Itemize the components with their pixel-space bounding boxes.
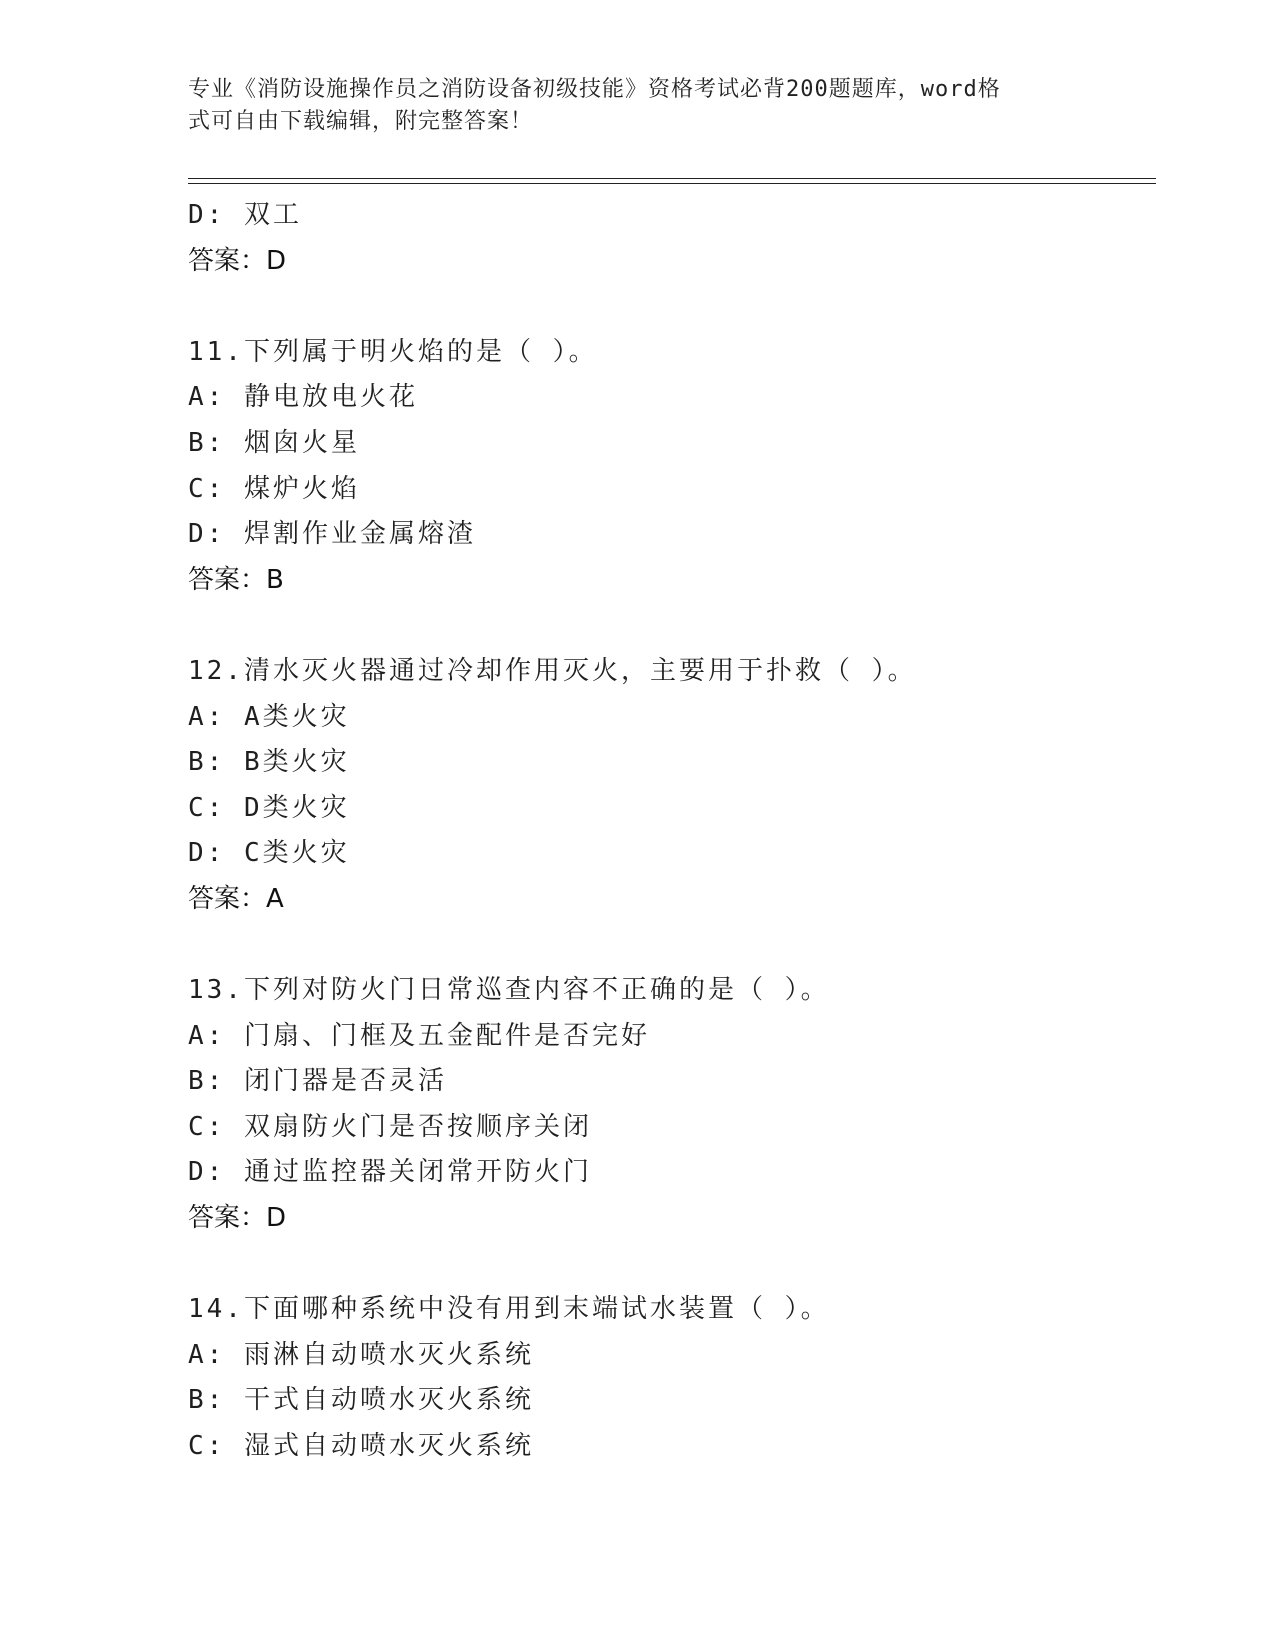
option-text: C: 湿式自动喷水灭火系统 (188, 1431, 534, 1462)
question-stem: 11.下列属于明火焰的是（ ）。 (188, 336, 598, 367)
option-text: A: 雨淋自动喷水灭火系统 (188, 1339, 534, 1370)
option-text: A: 门扇、门框及五金配件是否完好 (188, 1020, 650, 1051)
spacer (188, 1242, 1148, 1288)
option-text: D: 通过监控器关闭常开防火门 (188, 1157, 592, 1188)
header-line-2: 式可自由下载编辑，附完整答案！ (188, 109, 534, 134)
answer-text: 答案：B (188, 564, 284, 595)
spacer (188, 923, 1148, 969)
option-text: B: 闭门器是否灵活 (188, 1066, 447, 1097)
header-divider-top (188, 178, 1156, 179)
option-text: C: 煤炉火焰 (188, 473, 360, 504)
question-stem: 14.下面哪种系统中没有用到末端试水装置（ ）。 (188, 1294, 830, 1325)
option-text: D: C类火灾 (188, 838, 350, 869)
option-text: B: 干式自动喷水灭火系统 (188, 1385, 534, 1416)
answer-text: 答案：D (188, 245, 287, 276)
spacer (188, 284, 1148, 330)
spacer (188, 603, 1148, 649)
option-text: D: 双工 (188, 200, 302, 230)
question-list (188, 193, 1148, 1470)
option-text: A: 静电放电火花 (188, 382, 418, 413)
answer-text: 答案：A (188, 883, 284, 914)
option-text: B: 烟囱火星 (188, 427, 360, 458)
option-text: B: B类火灾 (188, 747, 350, 778)
option-text: C: 双扇防火门是否按顺序关闭 (188, 1111, 592, 1142)
option-text: A: A类火灾 (188, 701, 350, 732)
question-stem: 13.下列对防火门日常巡查内容不正确的是（ ）。 (188, 975, 830, 1006)
option-text: C: D类火灾 (188, 792, 350, 823)
answer-text: 答案：D (188, 1203, 287, 1234)
option-text: D: 焊割作业金属熔渣 (188, 519, 476, 550)
document-header (188, 74, 1068, 138)
header-divider-bottom (188, 183, 1156, 184)
header-line-1: 专业《消防设施操作员之消防设备初级技能》资格考试必背200题题库，word格 (188, 77, 1001, 102)
question-stem: 12.清水灭火器通过冷却作用灭火，主要用于扑救（ ）。 (188, 655, 917, 686)
